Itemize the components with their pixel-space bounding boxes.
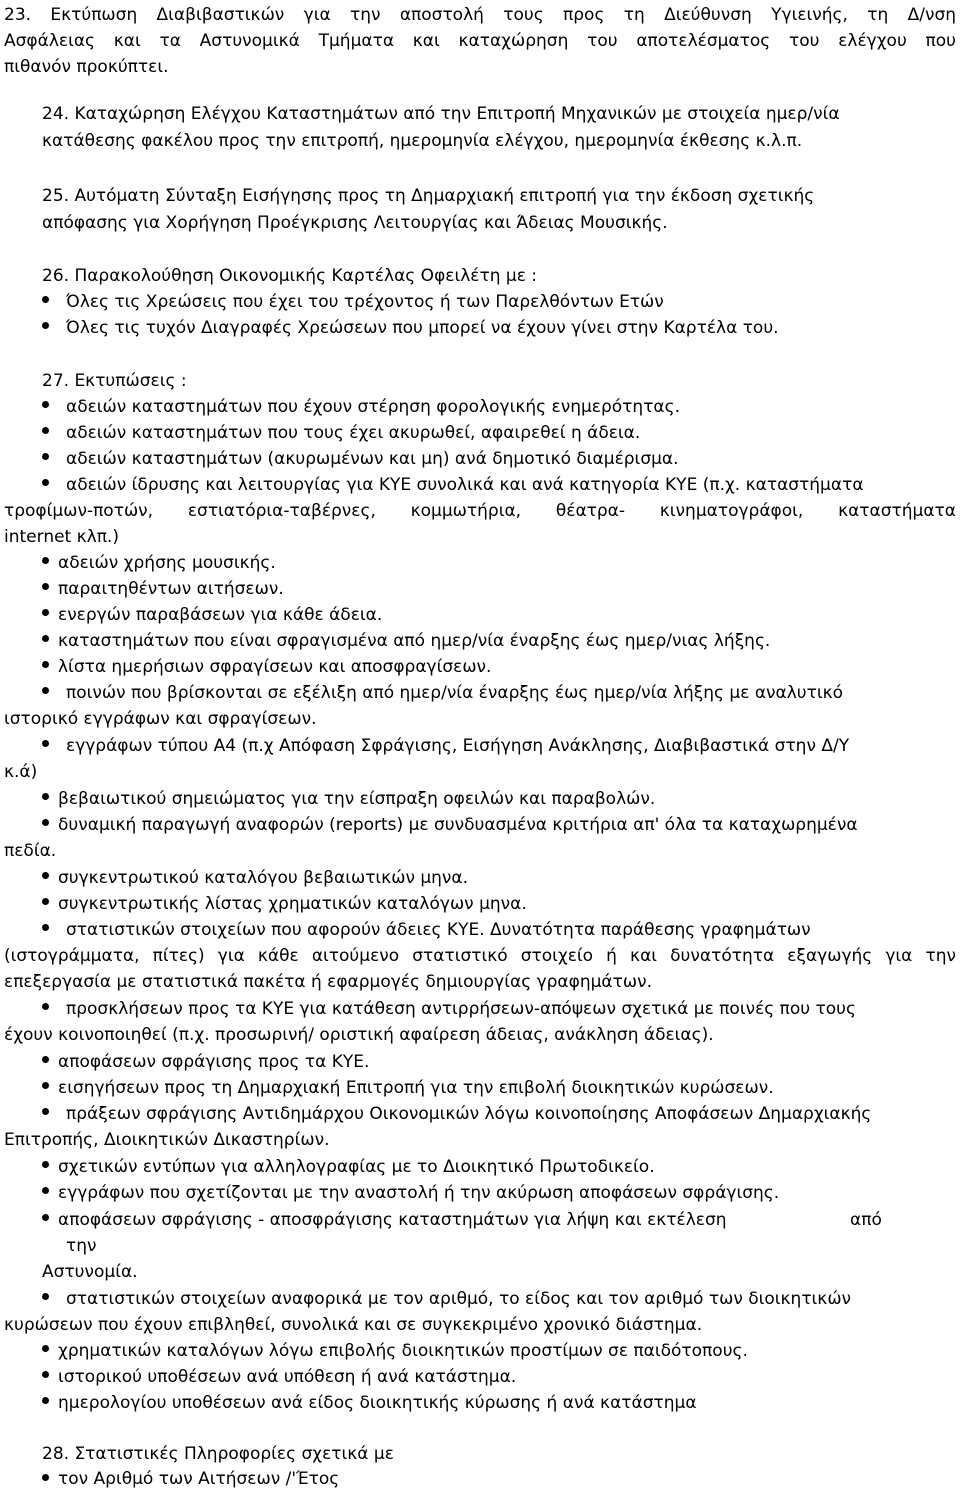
print-item: αδειών καταστημάτων που τους έχει ακυρωθεί, αφαιρεθεί η άδεια. xyxy=(66,423,641,443)
bullet-icon xyxy=(42,898,49,905)
print-item-continuation: επεξεργασία με στατιστικά πακέτα ή εφαρμογές δημιουργίας γραφημάτων. xyxy=(4,972,653,992)
bullet-icon xyxy=(42,479,49,486)
bullet-icon xyxy=(42,872,49,879)
print-item-continuation: internet κλπ.) xyxy=(4,527,119,547)
print-item-continuation: (ιστογράμματα, πίτες) για κάθε αιτούμενο στατιστικό στοιχείο ή και δυνατότητα εξαγωγής για την xyxy=(4,946,956,966)
print-item: ημερολογίου υποθέσεων ανά είδος διοικητικής κύρωσης ή ανά κατάστημα xyxy=(58,1393,697,1413)
print-item-word: από xyxy=(850,1210,882,1230)
print-item: αποφάσεων σφράγισης προς τα ΚΥΕ. xyxy=(58,1052,370,1072)
print-item: εγγράφων τύπου Α4 (π.χ Απόφαση Σφράγισης, Εισήγηση Ανάκλησης, Διαβιβαστικά στην Δ/Υ xyxy=(66,736,850,756)
print-item: αδειών καταστημάτων (ακυρωμένων και μη) ανά δημοτικό διαμέρισμα. xyxy=(66,449,679,469)
bullet-icon xyxy=(42,1187,49,1194)
print-item-continuation: κ.ά) xyxy=(4,762,38,782)
print-item: προσκλήσεων προς τα ΚΥΕ για κατάθεση αντιρρήσεων-απόψεων σχετικά με ποινές που τους xyxy=(66,999,856,1019)
bullet-icon xyxy=(42,1108,49,1115)
bullet-icon xyxy=(42,427,49,434)
bullet-icon xyxy=(42,1056,49,1063)
print-item: συγκεντρωτικής λίστας χρηματικών καταλόγων μηνα. xyxy=(58,894,527,914)
print-item: αδειών χρήσης μουσικής. xyxy=(58,553,276,573)
print-item-continuation: Αστυνομία. xyxy=(42,1262,138,1282)
bullet-icon xyxy=(42,1397,49,1404)
item-26-heading: 26. Παρακολούθηση Οικονομικής Καρτέλας Οφειλέτη με : xyxy=(42,266,538,286)
print-item-continuation: την xyxy=(66,1236,97,1256)
bullet-icon xyxy=(42,1345,49,1352)
item-26-bullet-1: Όλες τις Χρεώσεις που έχει του τρέχοντος ή των Παρελθόντων Ετών xyxy=(66,292,664,312)
item-25-line-1: 25. Αυτόματη Σύνταξη Εισήγησης προς τη Δημαρχιακή επιτροπή για την έκδοση σχετικής xyxy=(42,186,815,206)
bullet-icon xyxy=(42,1474,49,1481)
item-28-bullet-1: τον Αριθμό των Αιτήσεων /'Έτος xyxy=(58,1469,340,1489)
print-item-continuation: κυρώσεων που έχουν επιβληθεί, συνολικά και σε συγκεκριμένο χρονικό διάστημα. xyxy=(4,1315,703,1335)
bullet-icon xyxy=(42,1214,49,1221)
bullet-icon xyxy=(42,793,49,800)
bullet-icon xyxy=(42,1003,49,1010)
bullet-icon xyxy=(42,583,49,590)
item-23-line-3: πιθανόν προκύπτει. xyxy=(4,57,169,77)
print-item-continuation: πεδία. xyxy=(4,841,57,861)
print-item: ποινών που βρίσκονται σε εξέλιξη από ημερ/νία έναρξης έως ημερ/νία λήξης με αναλυτικό xyxy=(66,683,844,703)
bullet-icon xyxy=(42,1371,49,1378)
bullet-icon xyxy=(42,609,49,616)
print-item: παραιτηθέντων αιτήσεων. xyxy=(58,579,284,599)
item-23-line-2: Ασφάλειας και τα Αστυνομικά Τμήματα και καταχώρηση του αποτελέσματος του ελέγχου που xyxy=(4,31,956,51)
item-27-heading: 27. Εκτυπώσεις : xyxy=(42,371,187,391)
item-23-line-1: 23. Εκτύπωση Διαβιβαστικών για την αποστολή τους προς τη Διεύθυνση Υγιεινής, τη Δ/νση xyxy=(4,5,956,25)
print-item: λίστα ημερήσιων σφραγίσεων και αποσφραγίσεων. xyxy=(58,657,492,677)
bullet-icon xyxy=(42,453,49,460)
print-item: αδειών ίδρυσης και λειτουργίας για ΚΥΕ συνολικά και ανά κατηγορία ΚΥΕ (π.χ. καταστήματα xyxy=(66,475,864,495)
bullet-icon xyxy=(42,740,49,747)
print-item-continuation: ιστορικό εγγράφων και σφραγίσεων. xyxy=(4,709,317,729)
print-item-continuation: Επιτροπής, Διοικητικών Δικαστηρίων. xyxy=(4,1130,330,1150)
bullet-icon xyxy=(42,557,49,564)
bullet-icon xyxy=(42,1082,49,1089)
item-24-line-1: 24. Καταχώρηση Ελέγχου Καταστημάτων από την Επιτροπή Μηχανικών με στοιχεία ημερ/νία xyxy=(42,104,840,124)
print-item: δυναμική παραγωγή αναφορών (reports) με συνδυασμένα κριτήρια απ' όλα τα καταχωρημένα xyxy=(58,815,858,835)
print-item-continuation: τροφίμων-ποτών, εστιατόρια-ταβέρνες, κομμωτήρια, θέατρα- κινηματογράφοι, καταστήματα xyxy=(4,501,956,521)
bullet-icon xyxy=(42,924,49,931)
print-item: σχετικών εντύπων για αλληλογραφίας με το Διοικητικό Πρωτοδικείο. xyxy=(58,1157,655,1177)
print-item: εγγράφων που σχετίζονται με την αναστολή ή την ακύρωση αποφάσεων σφράγισης. xyxy=(58,1183,780,1203)
bullet-icon xyxy=(42,1293,49,1300)
print-item: ιστορικού υποθέσεων ανά υπόθεση ή ανά κατάστημα. xyxy=(58,1367,517,1387)
print-item: συγκεντρωτικού καταλόγου βεβαιωτικών μηνα. xyxy=(58,868,469,888)
bullet-icon xyxy=(42,1161,49,1168)
print-item: πράξεων σφράγισης Αντιδημάρχου Οικονομικών λόγω κοινοποίησης Αποφάσεων Δημαρχιακής xyxy=(66,1104,872,1124)
print-item: στατιστικών στοιχείων αναφορικά με τον αριθμό, το είδος και τον αριθμό των διοικητικών xyxy=(66,1289,852,1309)
item-25-line-2: απόφασης για Χορήγηση Προέγκρισης Λειτουργίας και Άδειας Μουσικής. xyxy=(42,213,668,233)
bullet-icon xyxy=(42,322,49,329)
item-26-bullet-2: Όλες τις τυχόν Διαγραφές Χρεώσεων που μπορεί να έχουν γίνει στην Καρτέλα του. xyxy=(66,318,779,338)
bullet-icon xyxy=(42,401,49,408)
item-28-heading: 28. Στατιστικές Πληροφορίες σχετικά με xyxy=(42,1444,394,1464)
print-item: στατιστικών στοιχείων που αφορούν άδειες ΚΥΕ. Δυνατότητα παράθεσης γραφημάτων xyxy=(66,920,811,940)
print-item: αποφάσεων σφράγισης - αποσφράγισης καταστημάτων για λήψη και εκτέλεση xyxy=(58,1210,727,1230)
print-item: εισηγήσεων προς τη Δημαρχιακή Επιτροπή για την επιβολή διοικητικών κυρώσεων. xyxy=(58,1078,774,1098)
bullet-icon xyxy=(42,661,49,668)
item-24-line-2: κατάθεσης φακέλου προς την επιτροπή, ημερομηνία ελέγχου, ημερομηνία έκθεσης κ.λ.π. xyxy=(42,131,803,151)
print-item: ενεργών παραβάσεων για κάθε άδεια. xyxy=(58,605,383,625)
bullet-icon xyxy=(42,635,49,642)
bullet-icon xyxy=(42,819,49,826)
print-item: χρηματικών καταλόγων λόγω επιβολής διοικητικών προστίμων σε παιδότοπους. xyxy=(58,1341,748,1361)
print-item: καταστημάτων που είναι σφραγισμένα από ημερ/νία έναρξης έως ημερ/νιας λήξης. xyxy=(58,631,771,651)
print-item: αδειών καταστημάτων που έχουν στέρηση φορολογικής ενημερότητας. xyxy=(66,397,681,417)
print-item-continuation: έχουν κοινοποιηθεί (π.χ. προσωρινή/ οριστική αφαίρεση άδειας, ανάκληση άδειας). xyxy=(4,1025,714,1045)
bullet-icon xyxy=(42,687,49,694)
bullet-icon xyxy=(42,296,49,303)
print-item: βεβαιωτικού σημειώματος για την είσπραξη οφειλών και παραβολών. xyxy=(58,789,656,809)
